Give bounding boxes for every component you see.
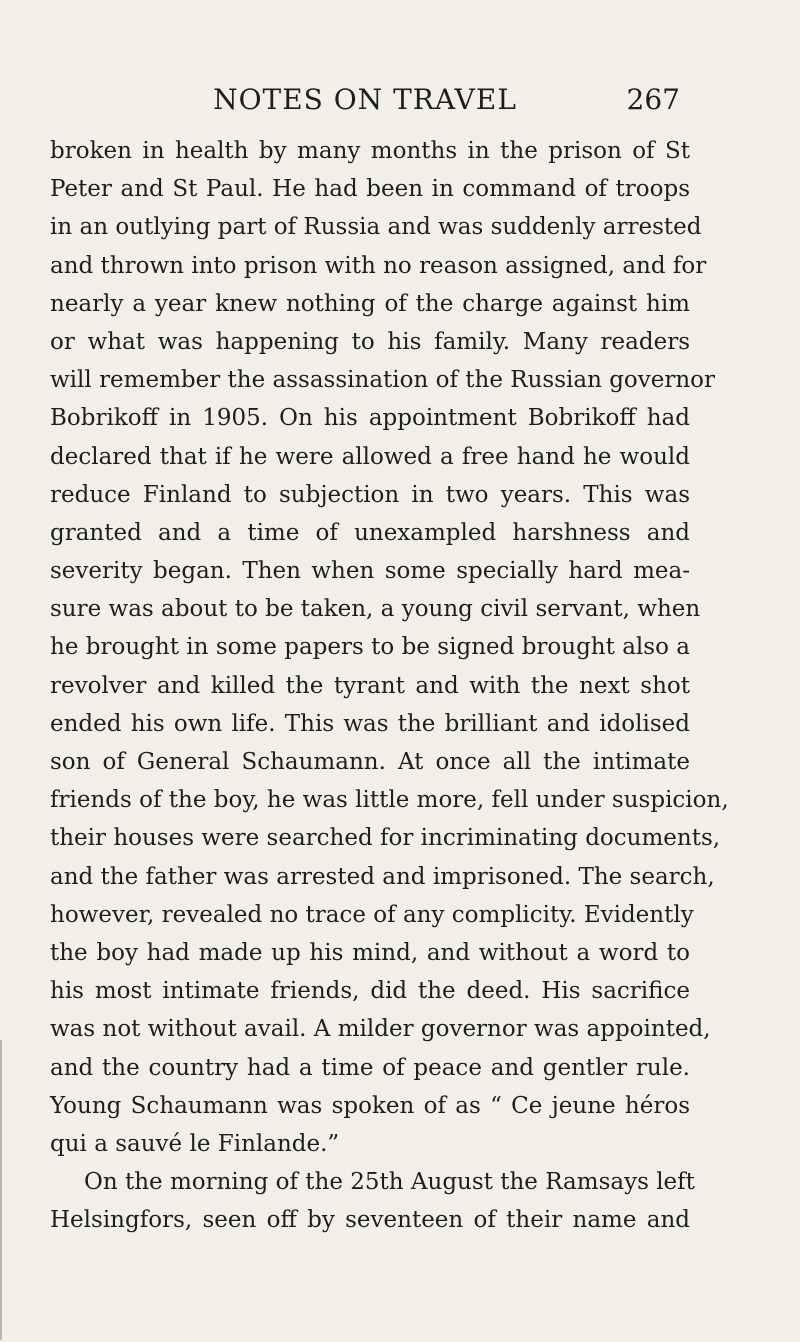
text-line: and thrown into prison with no reason assigned, and for xyxy=(50,252,707,279)
text-line: son of General Schaumann. At once all the intimate xyxy=(50,749,690,775)
page-header xyxy=(50,82,680,122)
text-line: qui a sauvé le Finlande.” xyxy=(50,1130,340,1157)
text-line: declared that if he were allowed a free hand he would xyxy=(50,443,690,470)
text-line: will remember the assassination of the Russian governor xyxy=(50,367,716,394)
text-line: the boy had made up his mind, and without a word to xyxy=(50,939,690,966)
text-line: and the father was arrested and imprisoned. The search, xyxy=(50,863,715,890)
text-line: Helsingfors, seen off by seventeen of their name and xyxy=(50,1207,690,1234)
text-line: and the country had a time of peace and gentler rule. xyxy=(50,1054,690,1081)
text-line: granted and a time of unexampled harshness and xyxy=(50,519,690,546)
text-line: their houses were searched for incriminating documents, xyxy=(50,825,721,852)
text-line: or what was happening to his family. Many readers xyxy=(50,328,690,355)
text-line: he brought in some papers to be signed brought also a xyxy=(50,634,690,661)
page-number: 267 xyxy=(626,83,680,116)
text-line: nearly a year knew nothing of the charge against him xyxy=(50,290,690,317)
text-line: Peter and St Paul. He had been in command of troops xyxy=(50,176,690,203)
text-line: was not without avail. A milder governor was appointed, xyxy=(50,1016,711,1043)
body-text xyxy=(50,132,729,1239)
page-edge-shadow xyxy=(0,1040,2,1340)
text-line: friends of the boy, he was little more, fell under suspicion, xyxy=(50,787,729,814)
text-line: his most intimate friends, did the deed. His sacrifice xyxy=(50,978,690,1005)
text-line: On the morning of the 25th August the Ramsays left xyxy=(84,1169,695,1196)
text-line: Young Schaumann was spoken of as “ Ce jeune héros xyxy=(50,1092,690,1119)
text-line: reduce Finland to subjection in two years. This was xyxy=(50,481,690,508)
running-head: NOTES ON TRAVEL xyxy=(213,83,517,116)
text-line: broken in health by many months in the prison of St xyxy=(50,138,690,164)
text-line: in an outlying part of Russia and was suddenly arrested xyxy=(50,214,702,241)
text-line: sure was about to be taken, a young civil servant, when xyxy=(50,596,701,623)
text-line: revolver and killed the tyrant and with the next shot xyxy=(50,672,690,699)
text-line: ended his own life. This was the brilliant and idolised xyxy=(50,710,690,737)
text-line: Bobrikoff in 1905. On his appointment Bobrikoff had xyxy=(50,405,690,432)
text-line: however, revealed no trace of any complicity. Evidently xyxy=(50,901,694,928)
text-line: severity began. Then when some specially hard mea- xyxy=(50,558,690,585)
